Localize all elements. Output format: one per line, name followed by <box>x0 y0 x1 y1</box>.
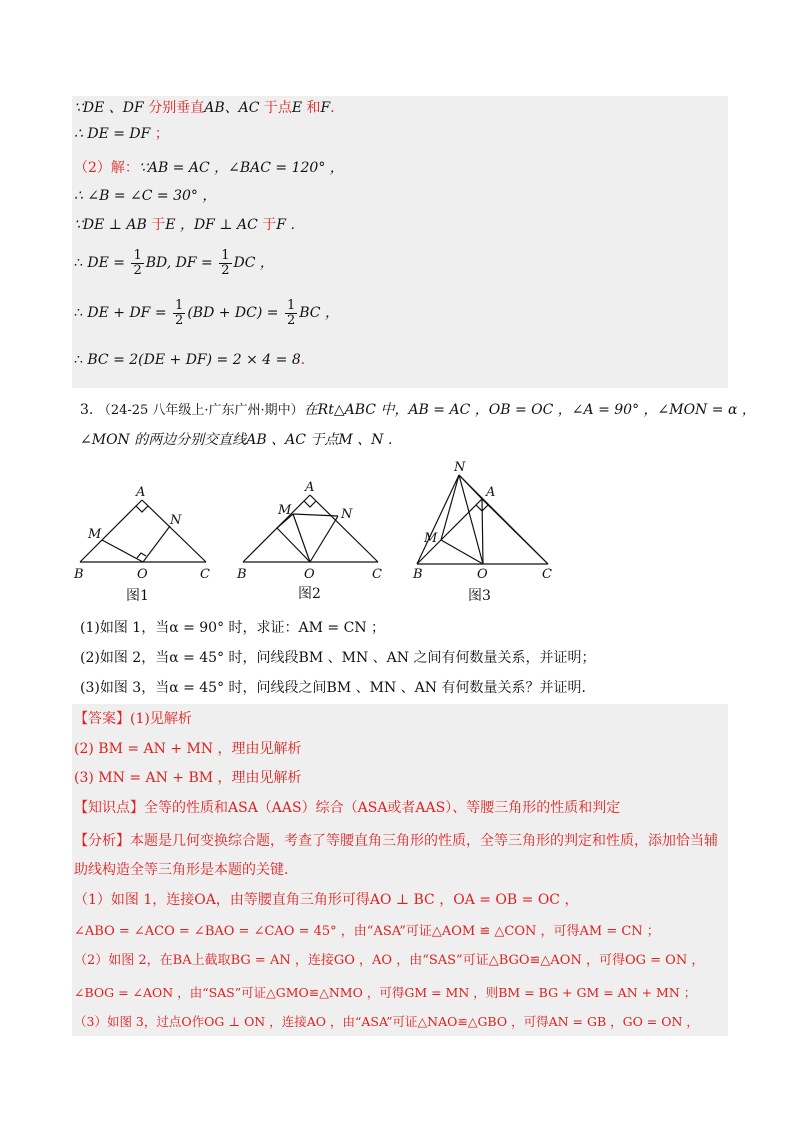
fig3-label-m: M <box>424 531 438 546</box>
fig1-label-c: C <box>200 567 210 582</box>
fig1-side-ac <box>142 500 206 562</box>
fraction-half: $\frac{1}{2}$ <box>133 247 142 278</box>
answer-line-3: (3) MN = AN + BM ，理由见解析 <box>74 770 302 786</box>
geometry-figures <box>0 458 800 608</box>
fig1-segment-on <box>143 526 170 562</box>
fig3-label-o: O <box>477 567 488 582</box>
fig2-segment-mo <box>293 514 310 562</box>
solution-step-4: ∠BOG = ∠AON ，由“SAS”可证△GMO≌△NMO ，可得GM = MN ，则BM = BG + GM = AN + MN ； <box>74 985 697 1000</box>
sol-line-8: ∴ BC = 2(DE + DF) = 2 × 4 = 8． <box>74 352 315 368</box>
fig3-caption: 图3 <box>468 588 491 604</box>
solution-step-1: （1）如图 1，连接OA，由等腰直角三角形可得AO ⊥ BC ，OA = OB = OC ， <box>74 892 579 908</box>
fraction-half: $\frac{1}{2}$ <box>175 297 184 328</box>
fig1-segment-mo <box>102 540 143 562</box>
knowledge-point: 【知识点】全等的性质和ASA（AAS）综合（ASA或者AAS）、等腰三角形的性质和判定 <box>74 800 621 816</box>
fig3-segment-mo <box>441 540 483 564</box>
fig3-label-n: N <box>454 460 466 475</box>
figure-2-labels <box>236 480 382 602</box>
fig2-segment-mn <box>293 514 338 516</box>
sol-line-5: ∵DE ⊥ AB 于E ，DF ⊥ AC 于F ． <box>74 217 305 233</box>
sol-line-4: ∴ ∠B = ∠C = 30° ， <box>74 188 217 204</box>
fig3-segment-nc <box>459 475 548 564</box>
fig1-label-a: A <box>136 485 146 500</box>
question-3: (3)如图 3，当α = 45° 时，问线段之间BM 、MN 、AN 有何数量关系？并证明． <box>80 680 596 696</box>
sol-line-3: （2）解：∵AB = AC ，∠BAC = 120° ， <box>74 160 344 176</box>
fig1-label-n: N <box>170 513 182 528</box>
fig3-segment-bn <box>417 475 459 564</box>
fig2-label-b: B <box>237 567 247 582</box>
fig1-right-angle-a <box>136 506 148 512</box>
figure-3 <box>417 475 548 564</box>
fig2-label-n: N <box>341 507 353 522</box>
sol-line-6: ∴ DE = $\frac{1}{2}$ BD, DF = $\frac{1}{2}$ DC ， <box>74 247 274 278</box>
figure-2 <box>243 495 378 562</box>
fraction-half: $\frac{1}{2}$ <box>221 247 230 278</box>
analysis-line-1: 【分析】本题是几何变换综合题，考查了等腰直角三角形的性质，全等三角形的判定和性质，添加恰当辅 <box>74 833 718 849</box>
solution-block-top <box>72 96 728 388</box>
sol-line-7: ∴ DE + DF = $\frac{1}{2}$ (BD + DC) = $\frac{1}{2}$ BC ， <box>74 297 339 328</box>
fig1-label-m: M <box>88 527 102 542</box>
fig3-label-a: A <box>486 485 496 500</box>
fig2-right-angle-a <box>304 501 316 507</box>
fig1-label-b: B <box>74 567 84 582</box>
fig1-right-angle-o <box>137 553 146 558</box>
solution-step-3: （2）如图 2，在BA上截取BG = AN ，连接GO ，AO ，由“SAS”可证△BGO≌△AON ，可得OG = ON ， <box>74 953 705 968</box>
sol-line-1: ∵DE 、DF 分别垂直AB、AC 于点E 和F． <box>74 100 345 116</box>
fig2-label-m: M <box>278 503 292 518</box>
fig2-side-ac <box>310 495 378 562</box>
solution-step-5: （3）如图 3，过点O作OG ⊥ ON ，连接AO ，由“ASA”可证△NAO≌△GBO ，可得AN = GB ，GO = ON ， <box>74 1014 699 1029</box>
answer-line-1: 【答案】(1)见解析 <box>74 711 192 727</box>
solution-step-2: ∠ABO = ∠ACO = ∠BAO = ∠CAO = 45° ，由“ASA”可证△AOM ≌ △CON ，可得AM = CN ； <box>74 924 660 939</box>
fig3-segment-ao <box>482 499 483 564</box>
sol-line-2: ∴ DE = DF ； <box>74 126 169 142</box>
answer-line-2: (2) BM = AN + MN ，理由见解析 <box>74 741 302 757</box>
fig2-label-o: O <box>304 567 315 582</box>
fig3-label-b: B <box>413 567 423 582</box>
fig1-label-o: O <box>137 567 148 582</box>
figure-1-labels <box>73 485 210 604</box>
fig1-caption: 图1 <box>126 588 149 604</box>
fig2-caption: 图2 <box>298 586 321 602</box>
problem-line-1: 3. （24-25 八年级上·广东广州·期中）在Rt△ABC 中，AB = AC ，OB = OC ，∠A = 90° ，∠MON = α ， <box>80 402 756 418</box>
analysis-line-2: 助线构造全等三角形是本题的关键． <box>74 862 298 878</box>
fig3-label-c: C <box>542 567 552 582</box>
fig2-segment-go <box>277 528 310 562</box>
question-2: (2)如图 2，当α = 45° 时，问线段BM 、MN 、AN 之间有何数量关系，并证明； <box>80 650 596 666</box>
question-1: (1)如图 1，当α = 90° 时，求证：AM = CN ； <box>80 620 386 636</box>
problem-line-2: ∠MON 的两边分别交直线AB 、AC 于点M 、N ． <box>80 432 402 448</box>
fig2-segment-on <box>310 516 338 562</box>
fraction-half: $\frac{1}{2}$ <box>286 297 296 328</box>
fig2-label-a: A <box>305 480 315 495</box>
fig2-label-c: C <box>372 567 382 582</box>
